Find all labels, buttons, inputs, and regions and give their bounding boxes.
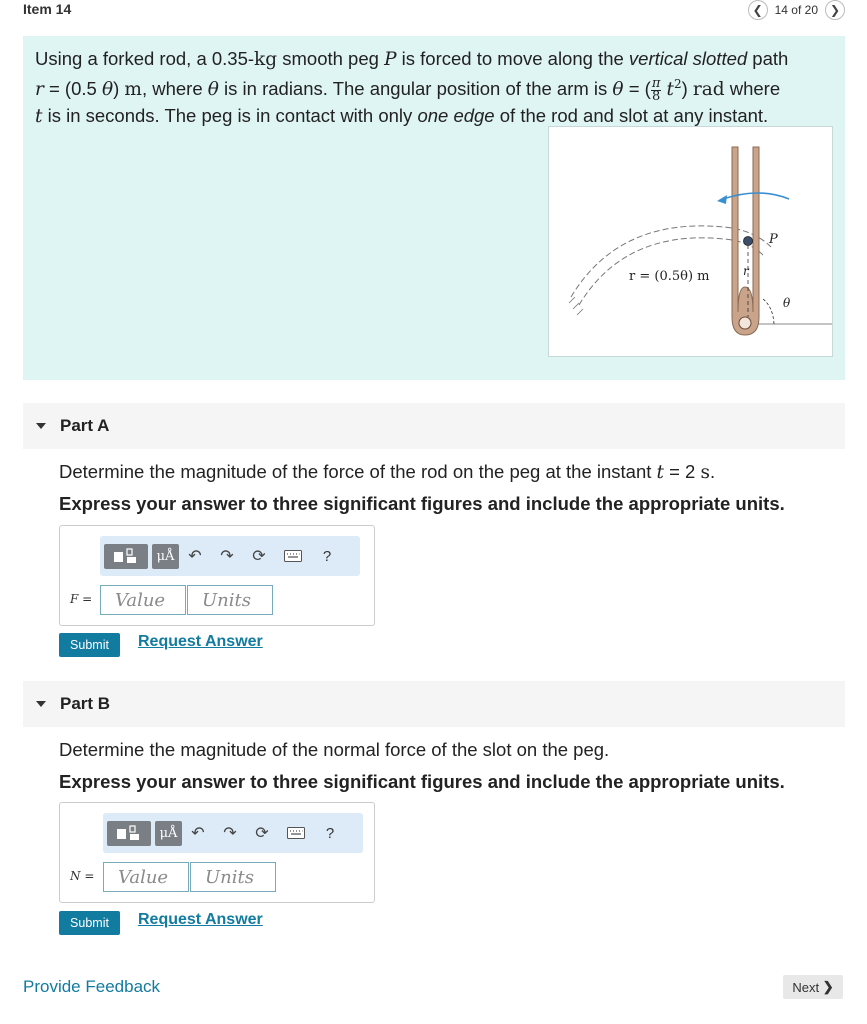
- part-a-variable-label: F =: [70, 592, 93, 606]
- part-b-instruction: Express your answer to three significant figures and include the appropriate units.: [59, 771, 785, 792]
- part-b-variable-label: N =: [70, 869, 95, 883]
- pager-text: 14 of 20: [774, 3, 818, 17]
- caret-down-icon: [36, 701, 46, 707]
- undo-icon[interactable]: ↶: [191, 825, 205, 842]
- part-a-units-input[interactable]: [187, 585, 273, 615]
- part-b-answer-box: [59, 802, 375, 903]
- keyboard-icon[interactable]: [278, 827, 314, 839]
- chevron-right-icon: ❯: [822, 979, 834, 994]
- problem-figure: [548, 126, 833, 357]
- part-a-submit-button[interactable]: Submit: [59, 633, 120, 657]
- part-a-answer-box: [59, 525, 375, 626]
- theta-arc: [763, 299, 774, 324]
- keyboard-icon[interactable]: [275, 550, 311, 562]
- part-b-title: Part B: [60, 694, 111, 713]
- part-b-header[interactable]: [23, 681, 845, 727]
- chevron-left-icon: ❮: [752, 3, 763, 17]
- part-b-units-input[interactable]: [190, 862, 276, 892]
- slot-path-outer: [571, 226, 771, 297]
- part-a-toolbar: [100, 536, 360, 576]
- part-b-submit-button[interactable]: Submit: [59, 911, 120, 935]
- next-item-button[interactable]: [825, 0, 845, 20]
- pager: [748, 0, 845, 20]
- top-bar: [0, 0, 867, 24]
- redo-icon[interactable]: ↷: [220, 548, 234, 565]
- help-icon[interactable]: ?: [322, 547, 332, 565]
- next-button[interactable]: Next ❯: [783, 975, 843, 999]
- units-button[interactable]: μÅ: [155, 821, 182, 846]
- templates-button[interactable]: [104, 544, 148, 569]
- provide-feedback-link[interactable]: Provide Feedback: [23, 977, 161, 996]
- problem-text: Using a forked rod, a 0.35-kg smooth peg P is forced to move along the vertical slotted path r = (0.5 θ) m, where θ is in radians. The angular position of the arm is θ = ( $\frac{\pi}{8}$ $t^2$) rad where t is in seconds. The peg is in contact with only one edge of the rod and slot at any instant.: [35, 48, 789, 127]
- label-equation: r = (0.5θ) m: [629, 269, 710, 284]
- previous-item-button[interactable]: [748, 0, 768, 20]
- units-button[interactable]: μÅ: [152, 544, 179, 569]
- label-r: r: [743, 264, 749, 278]
- item-title: Item 14: [23, 1, 72, 17]
- templates-icon: [114, 824, 144, 842]
- part-b-toolbar: [103, 813, 363, 853]
- redo-icon[interactable]: ↷: [223, 825, 237, 842]
- part-b-question: Determine the magnitude of the normal force of the slot on the peg.: [59, 739, 610, 760]
- pivot-icon: [739, 317, 751, 329]
- label-theta: θ: [783, 296, 791, 310]
- help-icon[interactable]: ?: [325, 824, 335, 842]
- chevron-right-icon: ❯: [829, 3, 841, 17]
- caret-down-icon: [36, 423, 46, 429]
- slot-hatch: [569, 297, 583, 315]
- arrowhead-icon: [717, 195, 727, 204]
- part-a-question: Determine the magnitude of the force of the rod on the peg at the instant t = 2 s.: [59, 461, 716, 483]
- part-a-instruction: Express your answer to three significant figures and include the appropriate units.: [59, 493, 785, 514]
- label-P: P: [769, 232, 778, 247]
- reset-icon[interactable]: ⟳: [255, 825, 269, 842]
- forked-rod-diagram: [549, 127, 832, 356]
- reset-icon[interactable]: ⟳: [252, 548, 266, 565]
- templates-icon: [111, 547, 141, 565]
- part-a-request-answer-link[interactable]: Request Answer: [138, 633, 263, 650]
- part-a-header[interactable]: [23, 403, 845, 449]
- fraction: $\frac{\pi}{8}$: [651, 75, 661, 104]
- part-a-title: Part A: [60, 416, 110, 435]
- part-a-value-input[interactable]: [100, 585, 186, 615]
- peg-icon: [744, 237, 753, 246]
- problem-statement: [23, 36, 845, 380]
- undo-icon[interactable]: ↶: [188, 548, 202, 565]
- templates-button[interactable]: [107, 821, 151, 846]
- part-b-request-answer-link[interactable]: Request Answer: [138, 911, 263, 928]
- part-b-value-input[interactable]: [103, 862, 189, 892]
